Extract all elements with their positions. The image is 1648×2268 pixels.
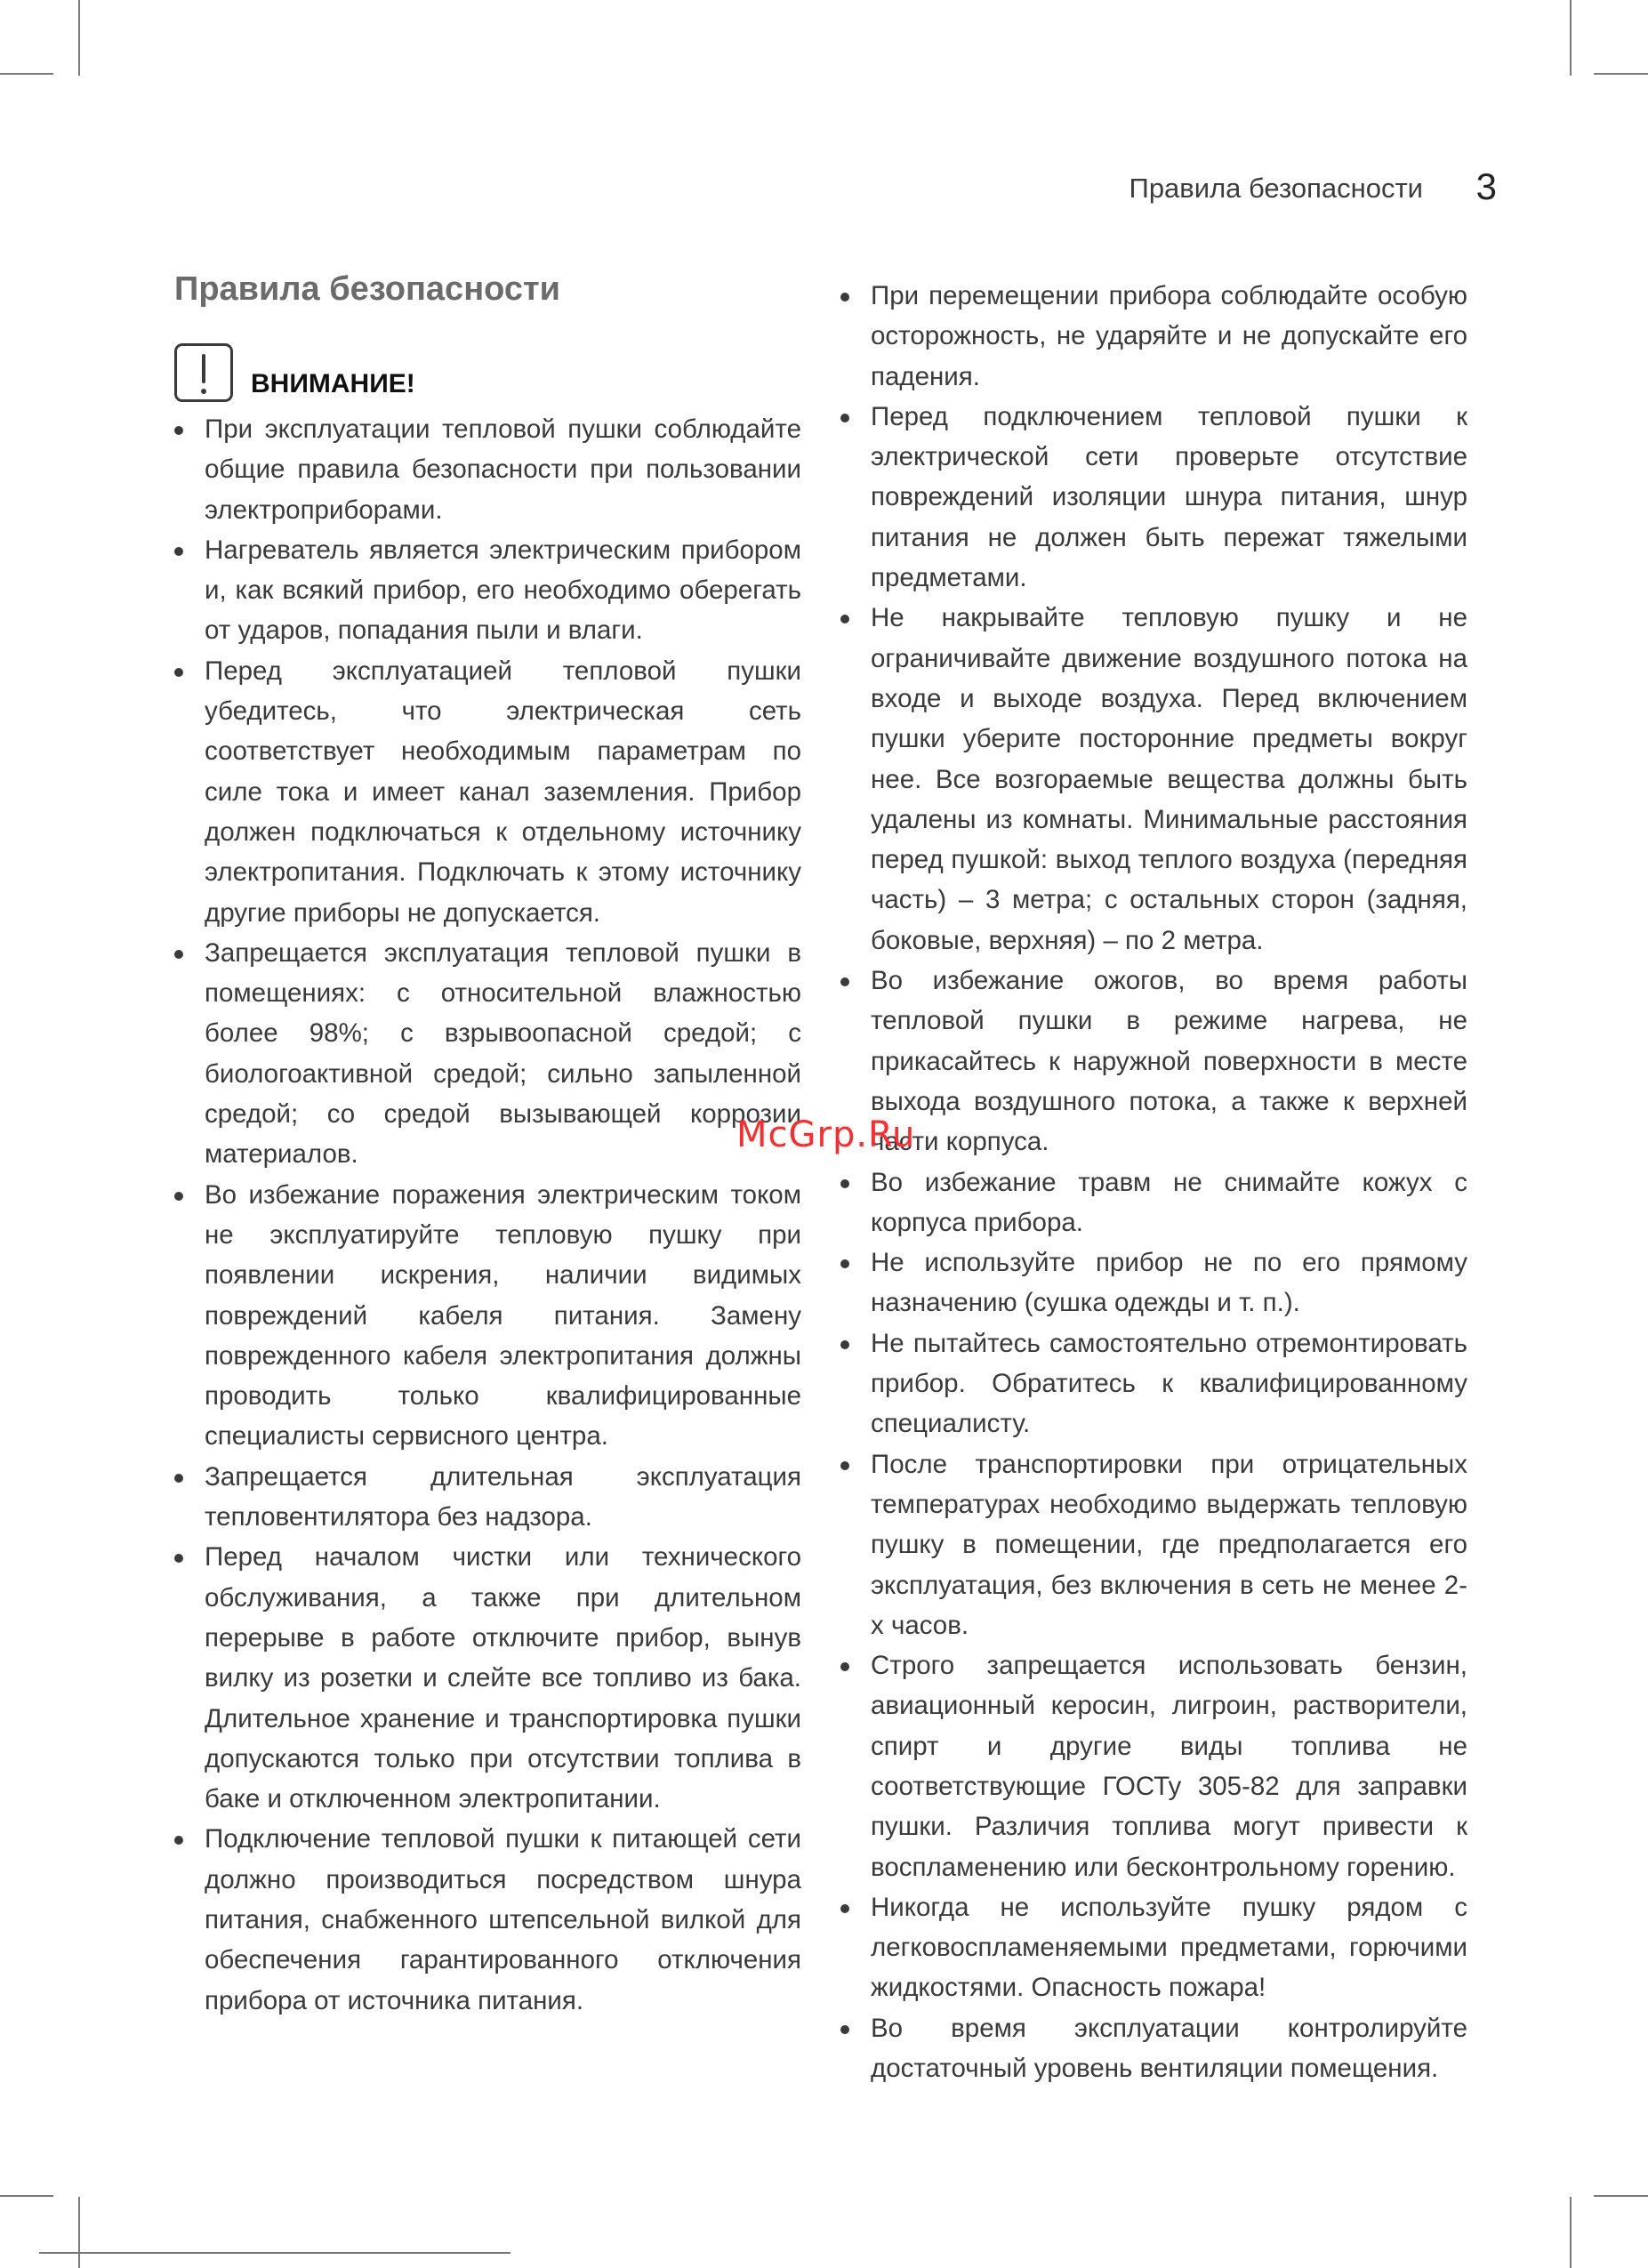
page-number: 3 [1475,165,1497,207]
bullet-icon [840,1662,849,1671]
list-item-text: При перемещении прибора соблюдайте особую осторожность, не ударяйте и не допускайте его падения. [871,281,1467,391]
list-item [840,1444,1467,1645]
bullet-icon [840,977,849,986]
left-bullet-list [174,409,801,2021]
list-item-text: Во избежание поражения электрическим током не эксплуатируйте тепловую пушку при появлении искрения, наличии видимых повреждений кабеля питания. Замену поврежденного кабеля электропитания должны проводить только квалифицированные специалисты сервисного центра. [205,1179,801,1452]
crop-mark-top-right [1570,0,1572,76]
list-item [174,409,801,530]
bullet-icon [174,950,183,959]
list-item-text: Перед началом чистки или технического обслуживания, а также при длительном перерыве в работе отключите прибор, вынув вилку из розетки и слейте все топливо из бака. Длительное хранение и транспортировка пушки допускаются только при отсутствии топлива в баке и отключенном электропитании. [205,1542,801,1814]
bullet-icon [840,1461,849,1470]
crop-mark-top-left [78,0,80,76]
bullet-icon [840,1904,849,1913]
footer-rule [39,2252,510,2254]
list-item [840,1162,1467,1243]
bullet-icon [174,668,183,677]
bullet-icon [174,547,183,556]
crop-mark-bottom-right-h [1594,2195,1648,2197]
list-item [174,651,801,933]
bullet-icon [174,1192,183,1201]
bullet-icon [840,414,849,422]
bullet-icon [840,1340,849,1349]
list-item-text: Запрещается длительная эксплуатация тепловентилятора без надзора. [205,1461,801,1532]
list-item [174,1537,801,1819]
bullet-icon [174,426,183,435]
list-item-text: Подключение тепловой пушки к питающей сети должно производиться посредством шнура питания, снабженного штепсельной вилкой для обеспечения гарантированного отключения прибора от источника питания. [205,1824,801,2015]
crop-mark-top-right-h [1594,73,1648,75]
section-title: Правила безопасности [174,270,560,308]
bullet-icon [174,1474,183,1483]
crop-mark-top-left-h [0,73,53,75]
bullet-icon [840,615,849,623]
page-header [0,165,1648,222]
warning-row [174,343,801,402]
list-item [840,397,1467,598]
bullet-icon [840,2025,849,2034]
list-item-text: Не накрывайте тепловую пушку и не ограничивайте движение воздушного потока на входе и выходе воздуха. Перед включением пушки уберите посторонние предметы вокруг нее. Все возгораемые вещества должны быть удалены из комнаты. Минимальные расстояния перед пушкой: выход теплого воздуха (передняя часть) – 3 метра; с остальных сторон (задняя, боковые, верхняя) – по 2 метра. [871,603,1467,955]
list-item-text: Нагреватель является электрическим прибором и, как всякий прибор, его необходимо оберегать от ударов, попадания пыли и влаги. [205,535,801,646]
list-item-text: Строго запрещается использовать бензин, авиационный керосин, лигроин, растворители, спирт и другие виды топлива не соответствующие ГОСТу 305-82 для заправки пушки. Различия топлива могут привести к воспламенению или бесконтрольному горению. [871,1651,1467,1882]
list-item [840,1887,1467,2008]
list-item [840,276,1467,397]
list-item-text: Никогда не используйте пушку рядом с легковоспламеняемыми предметами, горючими жидкостями. Опасность пожара! [871,1892,1467,2003]
right-bullet-list [840,276,1467,2088]
list-item-text: Перед эксплуатацией тепловой пушки убедитесь, что электрическая сеть соответствует необходимым параметрам по силе тока и имеет канал заземления. Прибор должен подключаться к отдельному источнику электропитания. Подключать к этому источнику другие приборы не допускается. [205,655,801,928]
crop-mark-bottom-left-h [0,2195,53,2197]
list-item-text: Запрещается эксплуатация тепловой пушки в помещениях: с относительной влажностью более 98%; с взрывоопасной средой; с биологоактивной средой; сильно запыленной средой; со средой вызывающей коррозии материалов. [205,937,801,1170]
list-item [174,933,801,1175]
exclamation-box-icon [174,343,233,402]
crop-mark-bottom-right [1570,2197,1572,2268]
list-item [840,598,1467,961]
left-column [174,267,801,2021]
list-item [840,1323,1467,1444]
list-item [174,1457,801,1538]
list-item [840,2008,1467,2089]
list-item-text: Во избежание травм не снимайте кожух с корпуса прибора. [871,1167,1467,1237]
list-item-text: Не пытайтесь самостоятельно отремонтировать прибор. Обратитесь к квалифицированному специалисту. [871,1328,1467,1439]
bullet-icon [840,1259,849,1268]
list-item [174,530,801,651]
list-item [174,1819,801,2020]
bullet-icon [174,1554,183,1563]
list-item-text: Во избежание ожогов, во время работы тепловой пушки в режиме нагрева, не прикасайтесь к наружной поверхности в месте выхода воздушного потока, а также к верхней части корпуса. [871,966,1467,1157]
bullet-icon [840,1179,849,1188]
list-item [840,1243,1467,1323]
list-item [840,961,1467,1162]
list-item [840,1645,1467,1887]
watermark: McGrp.Ru [736,1114,916,1155]
bullet-icon [840,293,849,302]
list-item-text: Во время эксплуатации контролируйте достаточный уровень вентиляции помещения. [871,2013,1467,2084]
right-column [840,276,1467,2088]
list-item-text: Не используйте прибор не по его прямому назначению (сушка одежды и т. п.). [871,1248,1467,1318]
running-title: Правила безопасности [1129,173,1423,204]
list-item-text: При эксплуатации тепловой пушки соблюдайте общие правила безопасности при пользовании электроприборами. [205,414,801,525]
crop-mark-bottom-left [78,2197,80,2268]
warning-label: ВНИМАНИЕ! [251,369,415,398]
list-item-text: После транспортировки при отрицательных температурах необходимо выдержать тепловую пушку в помещении, где предполагается его эксплуатация, без включения в сеть не менее 2-х часов. [871,1449,1467,1640]
list-item-text: Перед подключением тепловой пушки к электрической сети проверьте отсутствие повреждений изоляции шнура питания, шнур питания не должен быть пережат тяжелыми предметами. [871,401,1467,593]
list-item [174,1175,801,1457]
bullet-icon [174,1836,183,1845]
